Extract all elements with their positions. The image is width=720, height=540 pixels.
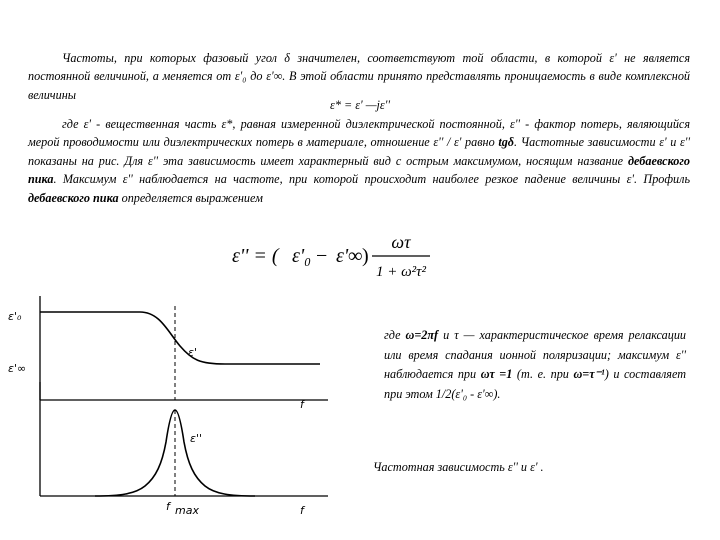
frequency-dependence-graph bbox=[0, 292, 360, 540]
fmax-label: f bbox=[166, 500, 170, 513]
formula-numerator: ωτ bbox=[391, 232, 411, 252]
tg-delta: tgδ bbox=[498, 135, 515, 150]
real-permittivity-curve bbox=[40, 312, 320, 364]
einf-label: ε'∞ bbox=[8, 362, 27, 375]
upper-f-label: f bbox=[300, 398, 304, 411]
e0-label: ε'₀ bbox=[8, 310, 22, 323]
side-description: где ω=2πf и τ — характеристическое время релаксации или время спадания ионной поляризации; максимум ε'' наблюдается при ωτ =1 (т. е. при ω=τ⁻¹) и составляет при этом 1/2(ε'₀ - ε'∞). bbox=[384, 328, 687, 401]
figure-caption: Частотная зависимость ε'' и ε' . bbox=[373, 460, 544, 474]
debye-formula bbox=[232, 226, 432, 288]
real-curve-label: ε' bbox=[188, 346, 197, 359]
debye-peak-term: дебаевского пика bbox=[28, 153, 690, 187]
formula-denominator: 1 + ω²τ² bbox=[375, 264, 427, 280]
omega-tau: ωτ =1 bbox=[480, 367, 513, 381]
loss-curve-label: ε'' bbox=[190, 432, 202, 445]
formula-einf: ε'∞ bbox=[336, 245, 363, 267]
intro-paragraph: Частоты, при которых фазовый угол δ значителен, соответствуют той области, в которой ε' не является постоянной величиной, а меняется от ε'₀ до ε'∞. В этой области принято представлять проницаемость в виде комплексной величины bbox=[28, 51, 690, 102]
explanation-paragraph: где ε' - вещественная часть ε*, равная измеренной диэлектрической постоянной, ε'' - фактор потерь, являющийся мерой проводимости или диэлектрических потерь в материале, отношение ε'' / ε' равно tgδ. Частотные зависимости ε' и ε'' показаны на рис. Для ε'' эта зависимость имеет характерный вид с острым максимумом, носящим название дебаевского пика. Максимум ε'' наблюдается на частоте, при которой происходит наиболее резкое падение величины ε'. Профиль дебаевского пика определяется выражением bbox=[28, 117, 690, 205]
formula-close: ) bbox=[362, 245, 369, 267]
debye-peak-term-2: дебаевского пика bbox=[28, 190, 119, 205]
fmax-subscript: max bbox=[175, 504, 199, 517]
omega-tau-inv: ω=τ⁻¹ bbox=[573, 367, 605, 381]
omega-def: ω=2πf bbox=[405, 328, 439, 342]
lower-f-label: f bbox=[300, 504, 304, 517]
formula-e0: ε'₀ bbox=[292, 245, 312, 267]
formula-minus: − bbox=[316, 245, 328, 267]
complex-permittivity-equation: ε* = ε' —jε'' bbox=[330, 98, 390, 112]
formula-lhs: ε'' = ( bbox=[232, 245, 279, 267]
